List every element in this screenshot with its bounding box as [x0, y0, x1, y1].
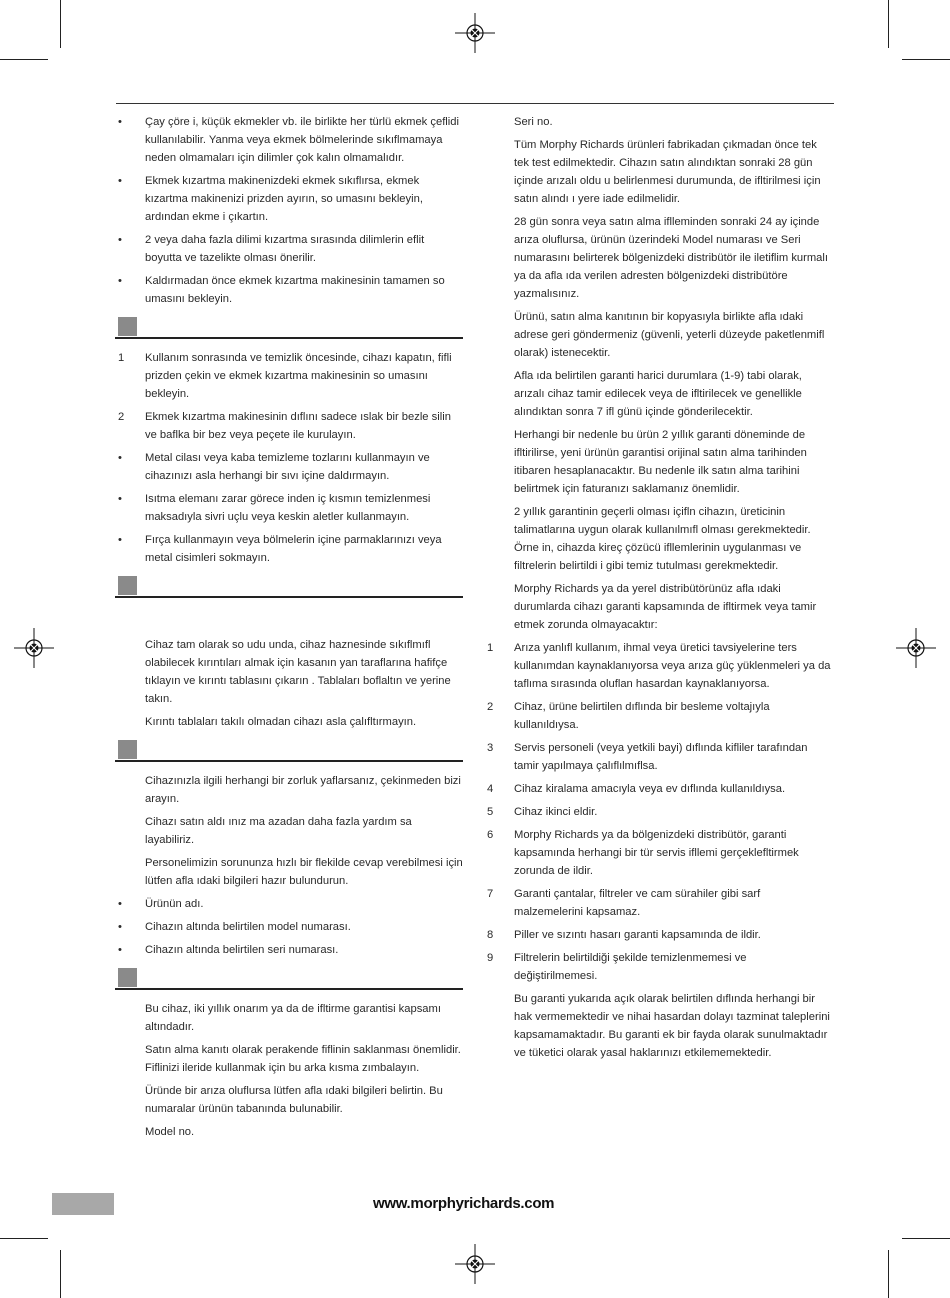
section-marker-icon — [118, 968, 137, 987]
section-marker-icon — [118, 576, 137, 595]
section-header-guarantee — [115, 967, 463, 990]
paragraph: Personelimizin sorununza hızlı bir flekilde cevap verebilmesi için lütfen afla ıdaki bilgileri hazır bulundurun. — [145, 857, 463, 887]
bullet-mark: • — [118, 944, 122, 956]
paragraph: 28 gün sonra veya satın alma iflleminden sonraki 24 ay içinde arıza oluflursa, ürünün üzerindeki Model numarası ve Seri numarasını belirterek bölgenizdeki distribütör ile iletiflim kurmalı ya da afla ıda verilen adresten bölgenizdeki distribütöre yazmalısınız. — [514, 216, 828, 300]
section-marker-icon — [118, 317, 137, 336]
item-number: 2 — [487, 701, 494, 713]
right-column — [484, 113, 832, 1067]
paragraph: Ürünü, satın alma kanıtının bir kopyasıyla birlikte afla ıdaki adrese geri göndermeniz (güvenli, yeterli düzeyde paketlenmifl olarak) istenecektir. — [514, 311, 825, 359]
list-item: 2 Cihaz, ürüne belirtilen dıflında bir besleme voltajıyla kullanıldıysa. — [484, 698, 832, 734]
paragraph: Herhangi bir nedenle bu ürün 2 yıllık garanti döneminde de ifltirilirse, yeni ürünün garantisi orijinal satın alma tarihinden itibaren hesaplanacaktır. Bu nedenle ilk satın alma tarihini belirtmek için faturanızı saklamanız önemlidir. — [514, 429, 807, 495]
crop-mark — [888, 0, 889, 48]
list-item: 2 Ekmek kızartma makinesinin dıflını sadece ıslak bir bezle silin ve baflka bir bez veya peçete ile kurulayın. — [115, 408, 463, 444]
crop-mark — [60, 0, 61, 48]
bullet-mark: • — [118, 534, 122, 546]
list-item: • 2 veya daha fazla dilimi kızartma sırasında dilimlerin eflit boyutta ve tazelikte olması önerilir. — [115, 231, 463, 267]
list-item: • Cihazın altında belirtilen seri numarası. — [115, 941, 463, 959]
paragraph: Bu garanti yukarıda açık olarak belirtilen dıflında herhangi bir hak vermemektedir ve nihai hasardan dolayı tazminat taleplerini kapsamamaktadır. Bu garanti ek bir fayda olarak sunulmaktadır ve tüketici olarak yasal haklarınızı etkilememektedir. — [514, 993, 830, 1059]
crop-mark — [0, 59, 48, 60]
paragraph: 2 yıllık garantinin geçerli olması içifln cihazın, üreticinin talimatlarına uygun olarak kullanılmıfl olması gerekmektedir. Örne in, cihazda kireç çözücü ifllemlerinin uygulanması ve filtrelerin belirtildi i gibi temiz tutulması gerekmektedir. — [514, 506, 811, 572]
bullet-mark: • — [118, 898, 122, 910]
list-item: • Isıtma elemanı zarar görece inden iç kısmın temizlenmesi maksadıyla sivri uçlu veya keskin aletler kullanmayın. — [115, 490, 463, 526]
list-item: • Çay çöre i, küçük ekmekler vb. ile birlikte her türlü ekmek çeflidi kullanılabilir. Yanma veya ekmek bölmelerinde sıkıflmamaya neden olmamaları için dilimler çok kalın olmamalıdır. — [115, 113, 463, 167]
model-number-label: Model no. — [145, 1126, 195, 1138]
item-number: 4 — [487, 783, 494, 795]
list-item: • Ekmek kızartma makinenizdeki ekmek sıkıflırsa, ekmek kızartma makinenizi prizden ayırın, so umasını bekleyin, ardından ekme i çıkartın. — [115, 172, 463, 226]
crop-mark — [902, 1238, 950, 1239]
list-item: 8 Piller ve sızıntı hasarı garanti kapsamında de ildir. — [484, 926, 832, 944]
section-marker-icon — [118, 740, 137, 759]
item-number: 8 — [487, 929, 494, 941]
serial-number-label: Seri no. — [514, 116, 553, 128]
list-item: • Fırça kullanmayın veya bölmelerin içine parmaklarınızı veya metal cisimleri sokmayın. — [115, 531, 463, 567]
footer-url[interactable]: www.morphyrichards.com — [373, 1195, 555, 1212]
list-item: • Metal cilası veya kaba temizleme tozlarını kullanmayın ve cihazınızı asla herhangi bir sıvı içine daldırmayın. — [115, 449, 463, 485]
list-item: 5 Cihaz ikinci eldir. — [484, 803, 832, 821]
registration-mark-top — [455, 13, 495, 53]
crop-mark — [60, 1250, 61, 1298]
list-item: • Kaldırmadan önce ekmek kızartma makinesinin tamamen so umasını bekleyin. — [115, 272, 463, 308]
item-number: 3 — [487, 742, 494, 754]
item-number: 7 — [487, 888, 494, 900]
item-number: 1 — [487, 642, 494, 654]
item-number: 5 — [487, 806, 494, 818]
registration-mark-left — [14, 628, 54, 668]
paragraph: Cihaz tam olarak so udu unda, cihaz haznesinde sıkıflmıfl olabilecek kırıntıları almak için kasanın yan taraflarına hafifçe tıklayın ve kırıntı tablasını çıkarın . Tablaları boflaltın ve yerine takın. — [145, 639, 451, 705]
bullet-mark: • — [118, 175, 122, 187]
registration-mark-right — [896, 628, 936, 668]
bullet-mark: • — [118, 921, 122, 933]
paragraph: Afla ıda belirtilen garanti harici durumlara (1-9) tabi olarak, arızalı cihaz tamir edilecek veya de ifltirilecek ve genellikle alındıktan sonra 7 ifl günü içinde gönderilecektir. — [514, 370, 802, 418]
list-item: 3 Servis personeli (veya yetkili bayi) dıflında kifliler tarafından tamir yapılmaya çalıflılmıflsa. — [484, 739, 832, 775]
left-column — [115, 113, 463, 1146]
bullet-mark: • — [118, 275, 122, 287]
item-number: 6 — [487, 829, 494, 841]
paragraph: Üründe bir arıza oluflursa lütfen afla ıdaki bilgileri belirtin. Bu numaralar ürünün tabanında bulunabilir. — [145, 1085, 443, 1115]
list-item: 6 Morphy Richards ya da bölgenizdeki distribütör, garanti kapsamında herhangi bir tür servis ifllemi gerçeklefltirmek zorunda de ildir. — [484, 826, 832, 880]
crop-mark — [888, 1250, 889, 1298]
paragraph: Bu cihaz, iki yıllık onarım ya da de ifltirme garantisi kapsamı altındadır. — [145, 1003, 441, 1033]
bullet-mark: • — [118, 493, 122, 505]
registration-mark-bottom — [455, 1244, 495, 1284]
item-number: 9 — [487, 952, 494, 964]
paragraph: Kırıntı tablaları takılı olmadan cihazı asla çalıfltırmayın. — [145, 716, 417, 728]
paragraph: Satın alma kanıtı olarak perakende fiflinin saklanması önemlidir. Fiflinizi ileride kullanmak için bu arka kısma zımbalayın. — [145, 1044, 461, 1074]
list-item: • Cihazın altında belirtilen model numarası. — [115, 918, 463, 936]
item-number: 1 — [118, 352, 125, 364]
header-rule — [116, 103, 834, 104]
crop-mark — [902, 59, 950, 60]
bullet-mark: • — [118, 234, 122, 246]
section-header-cleaning — [115, 316, 463, 339]
list-item: 1 Kullanım sonrasında ve temizlik öncesinde, cihazı kapatın, fifli prizden çekin ve ekmek kızartma makinesinin so umasını bekleyin. — [115, 349, 463, 403]
list-item: 7 Garanti çantalar, filtreler ve cam sürahiler gibi sarf malzemelerini kapsamaz. — [484, 885, 832, 921]
paragraph: Tüm Morphy Richards ürünleri fabrikadan çıkmadan önce tek tek test edilmektedir. Cihazın satın alındıktan sonraki 28 gün içinde arızalı oldu u belirlenmesi durumunda, de ifltirilmesi için satın alındı ı yere iade edilmelidir. — [514, 139, 821, 205]
section-header-crumb-tray — [115, 575, 463, 598]
section-header-helpline — [115, 739, 463, 762]
paragraph: Cihazınızla ilgili herhangi bir zorluk yaflarsanız, çekinmeden bizi arayın. — [145, 775, 461, 805]
page-number-bar — [52, 1193, 114, 1215]
list-item: 1 Arıza yanlıfl kullanım, ihmal veya üretici tavsiyelerine ters kullanımdan kaynaklanıyorsa veya arıza güç yüklenmeleri ya da taflıma sırasında oluflan hasardan kaynaklanıyorsa. — [484, 639, 832, 693]
list-item: 9 Filtrelerin belirtildiği şekilde temizlenmemesi ve değiştirilmemesi. — [484, 949, 832, 985]
paragraph: Morphy Richards ya da yerel distribütörünüz afla ıdaki durumlarda cihazı garanti kapsamında de ifltirmek veya tamir etmek zorunda olmayacaktır: — [514, 583, 817, 631]
paragraph: Cihazı satın aldı ınız ma azadan daha fazla yardım sa layabiliriz. — [145, 816, 412, 846]
list-item: • Ürünün adı. — [115, 895, 463, 913]
bullet-mark: • — [118, 452, 122, 464]
item-number: 2 — [118, 411, 125, 423]
bullet-mark: • — [118, 116, 122, 128]
crop-mark — [0, 1238, 48, 1239]
list-item: 4 Cihaz kiralama amacıyla veya ev dıflında kullanıldıysa. — [484, 780, 832, 798]
